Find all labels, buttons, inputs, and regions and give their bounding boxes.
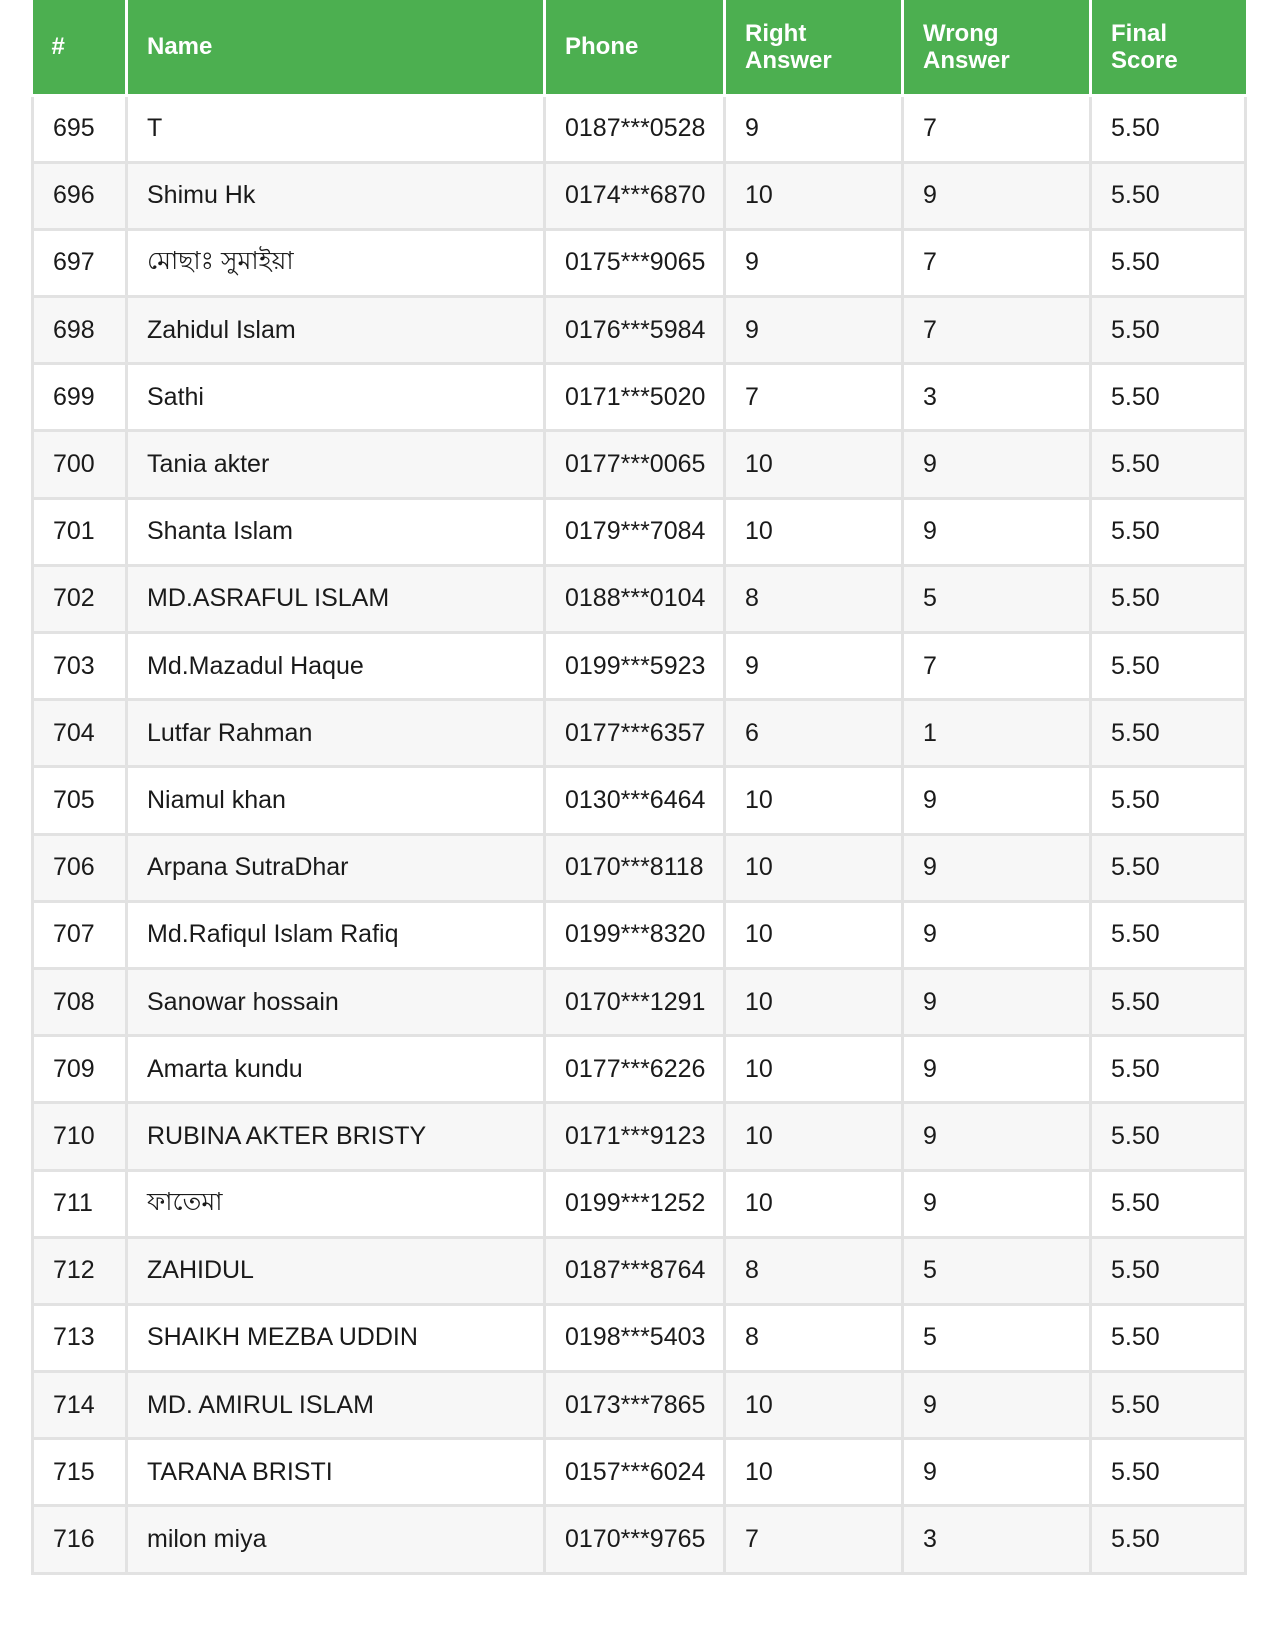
cell-name: Sathi xyxy=(127,364,545,431)
cell-phone: 0174***6870 xyxy=(545,162,725,229)
cell-phone: 0130***6464 xyxy=(545,767,725,834)
cell-name: RUBINA AKTER BRISTY xyxy=(127,1103,545,1170)
cell-final-score: 5.50 xyxy=(1091,1439,1246,1506)
cell-name: milon miya xyxy=(127,1506,545,1573)
table-row xyxy=(33,1170,1246,1237)
cell-wrong-answer: 9 xyxy=(903,1170,1091,1237)
cell-number: 706 xyxy=(33,834,127,901)
results-table xyxy=(31,0,1247,1575)
cell-number: 704 xyxy=(33,700,127,767)
cell-right-answer: 10 xyxy=(725,1170,903,1237)
cell-number: 713 xyxy=(33,1304,127,1371)
cell-final-score: 5.50 xyxy=(1091,834,1246,901)
cell-wrong-answer: 3 xyxy=(903,1506,1091,1573)
cell-right-answer: 7 xyxy=(725,364,903,431)
cell-right-answer: 6 xyxy=(725,700,903,767)
cell-number: 695 xyxy=(33,95,127,162)
table-row xyxy=(33,565,1246,632)
cell-phone: 0173***7865 xyxy=(545,1372,725,1439)
cell-phone: 0199***8320 xyxy=(545,901,725,968)
cell-right-answer: 10 xyxy=(725,1036,903,1103)
cell-phone: 0170***1291 xyxy=(545,968,725,1035)
cell-right-answer: 10 xyxy=(725,901,903,968)
cell-phone: 0170***9765 xyxy=(545,1506,725,1573)
cell-wrong-answer: 7 xyxy=(903,229,1091,296)
cell-right-answer: 10 xyxy=(725,162,903,229)
cell-phone: 0171***5020 xyxy=(545,364,725,431)
table-row xyxy=(33,834,1246,901)
cell-right-answer: 10 xyxy=(725,431,903,498)
cell-name: Tania akter xyxy=(127,431,545,498)
cell-phone: 0188***0104 xyxy=(545,565,725,632)
table-row xyxy=(33,162,1246,229)
cell-wrong-answer: 3 xyxy=(903,364,1091,431)
cell-right-answer: 10 xyxy=(725,1439,903,1506)
header-phone: Phone xyxy=(545,0,725,95)
cell-number: 708 xyxy=(33,968,127,1035)
table-row xyxy=(33,95,1246,162)
table-row xyxy=(33,1506,1246,1573)
cell-name: Shanta Islam xyxy=(127,498,545,565)
cell-final-score: 5.50 xyxy=(1091,95,1246,162)
cell-number: 712 xyxy=(33,1237,127,1304)
cell-final-score: 5.50 xyxy=(1091,1506,1246,1573)
cell-name: Amarta kundu xyxy=(127,1036,545,1103)
cell-phone: 0177***6357 xyxy=(545,700,725,767)
header-row xyxy=(33,0,1246,95)
table-row xyxy=(33,498,1246,565)
cell-phone: 0176***5984 xyxy=(545,297,725,364)
table-row xyxy=(33,364,1246,431)
cell-wrong-answer: 9 xyxy=(903,1103,1091,1170)
cell-final-score: 5.50 xyxy=(1091,901,1246,968)
cell-name: Shimu Hk xyxy=(127,162,545,229)
cell-name: MD. AMIRUL ISLAM xyxy=(127,1372,545,1439)
cell-final-score: 5.50 xyxy=(1091,229,1246,296)
cell-final-score: 5.50 xyxy=(1091,431,1246,498)
cell-number: 715 xyxy=(33,1439,127,1506)
cell-right-answer: 8 xyxy=(725,1237,903,1304)
cell-wrong-answer: 9 xyxy=(903,901,1091,968)
cell-phone: 0198***5403 xyxy=(545,1304,725,1371)
cell-final-score: 5.50 xyxy=(1091,1170,1246,1237)
cell-final-score: 5.50 xyxy=(1091,1372,1246,1439)
cell-phone: 0171***9123 xyxy=(545,1103,725,1170)
table-row xyxy=(33,1439,1246,1506)
table-row xyxy=(33,431,1246,498)
cell-wrong-answer: 9 xyxy=(903,1439,1091,1506)
table-row xyxy=(33,633,1246,700)
table-row xyxy=(33,1237,1246,1304)
cell-final-score: 5.50 xyxy=(1091,1036,1246,1103)
table-row xyxy=(33,700,1246,767)
header-wrong-answer: Wrong Answer xyxy=(903,0,1091,95)
cell-phone: 0187***8764 xyxy=(545,1237,725,1304)
cell-phone: 0177***6226 xyxy=(545,1036,725,1103)
cell-wrong-answer: 9 xyxy=(903,767,1091,834)
table-row xyxy=(33,1103,1246,1170)
cell-name: SHAIKH MEZBA UDDIN xyxy=(127,1304,545,1371)
table-body xyxy=(33,95,1246,1573)
cell-right-answer: 7 xyxy=(725,1506,903,1573)
cell-phone: 0179***7084 xyxy=(545,498,725,565)
cell-final-score: 5.50 xyxy=(1091,498,1246,565)
cell-right-answer: 8 xyxy=(725,565,903,632)
cell-name: Md.Rafiqul Islam Rafiq xyxy=(127,901,545,968)
cell-phone: 0170***8118 xyxy=(545,834,725,901)
cell-number: 700 xyxy=(33,431,127,498)
cell-right-answer: 9 xyxy=(725,229,903,296)
cell-right-answer: 10 xyxy=(725,1103,903,1170)
cell-right-answer: 10 xyxy=(725,767,903,834)
cell-phone: 0199***5923 xyxy=(545,633,725,700)
header-final-score: Final Score xyxy=(1091,0,1246,95)
cell-final-score: 5.50 xyxy=(1091,364,1246,431)
cell-final-score: 5.50 xyxy=(1091,633,1246,700)
cell-number: 697 xyxy=(33,229,127,296)
cell-final-score: 5.50 xyxy=(1091,297,1246,364)
cell-name: Md.Mazadul Haque xyxy=(127,633,545,700)
cell-phone: 0177***0065 xyxy=(545,431,725,498)
cell-phone: 0199***1252 xyxy=(545,1170,725,1237)
cell-name: Sanowar hossain xyxy=(127,968,545,1035)
cell-name: Niamul khan xyxy=(127,767,545,834)
header-right-answer: Right Answer xyxy=(725,0,903,95)
table-row xyxy=(33,1304,1246,1371)
table-row xyxy=(33,767,1246,834)
cell-wrong-answer: 9 xyxy=(903,1372,1091,1439)
cell-wrong-answer: 9 xyxy=(903,431,1091,498)
table-row xyxy=(33,901,1246,968)
cell-wrong-answer: 9 xyxy=(903,834,1091,901)
cell-name: মোছাঃ সুমাইয়া xyxy=(127,229,545,296)
cell-number: 699 xyxy=(33,364,127,431)
cell-final-score: 5.50 xyxy=(1091,700,1246,767)
cell-name: ZAHIDUL xyxy=(127,1237,545,1304)
header-name: Name xyxy=(127,0,545,95)
table-row xyxy=(33,968,1246,1035)
cell-right-answer: 9 xyxy=(725,95,903,162)
cell-wrong-answer: 1 xyxy=(903,700,1091,767)
cell-number: 716 xyxy=(33,1506,127,1573)
cell-right-answer: 8 xyxy=(725,1304,903,1371)
cell-right-answer: 10 xyxy=(725,498,903,565)
cell-number: 702 xyxy=(33,565,127,632)
cell-final-score: 5.50 xyxy=(1091,767,1246,834)
cell-wrong-answer: 5 xyxy=(903,1304,1091,1371)
cell-name: ফাতেমা xyxy=(127,1170,545,1237)
cell-right-answer: 9 xyxy=(725,297,903,364)
header-number: # xyxy=(33,0,127,95)
cell-wrong-answer: 9 xyxy=(903,968,1091,1035)
table-row xyxy=(33,297,1246,364)
cell-wrong-answer: 9 xyxy=(903,1036,1091,1103)
cell-wrong-answer: 7 xyxy=(903,633,1091,700)
cell-number: 714 xyxy=(33,1372,127,1439)
cell-right-answer: 10 xyxy=(725,834,903,901)
cell-number: 698 xyxy=(33,297,127,364)
cell-name: Lutfar Rahman xyxy=(127,700,545,767)
cell-number: 696 xyxy=(33,162,127,229)
table-row xyxy=(33,1372,1246,1439)
cell-final-score: 5.50 xyxy=(1091,162,1246,229)
cell-phone: 0175***9065 xyxy=(545,229,725,296)
cell-wrong-answer: 7 xyxy=(903,297,1091,364)
cell-name: Zahidul Islam xyxy=(127,297,545,364)
cell-final-score: 5.50 xyxy=(1091,968,1246,1035)
cell-name: TARANA BRISTI xyxy=(127,1439,545,1506)
cell-wrong-answer: 7 xyxy=(903,95,1091,162)
cell-name: MD.ASRAFUL ISLAM xyxy=(127,565,545,632)
cell-wrong-answer: 5 xyxy=(903,1237,1091,1304)
cell-final-score: 5.50 xyxy=(1091,565,1246,632)
cell-phone: 0187***0528 xyxy=(545,95,725,162)
cell-right-answer: 10 xyxy=(725,968,903,1035)
cell-wrong-answer: 9 xyxy=(903,498,1091,565)
cell-name: Arpana SutraDhar xyxy=(127,834,545,901)
cell-number: 705 xyxy=(33,767,127,834)
cell-final-score: 5.50 xyxy=(1091,1304,1246,1371)
cell-number: 707 xyxy=(33,901,127,968)
table-header xyxy=(33,0,1246,95)
table-row xyxy=(33,1036,1246,1103)
cell-right-answer: 9 xyxy=(725,633,903,700)
cell-final-score: 5.50 xyxy=(1091,1237,1246,1304)
cell-number: 710 xyxy=(33,1103,127,1170)
cell-number: 711 xyxy=(33,1170,127,1237)
cell-name: T xyxy=(127,95,545,162)
cell-number: 709 xyxy=(33,1036,127,1103)
table-row xyxy=(33,229,1246,296)
cell-wrong-answer: 5 xyxy=(903,565,1091,632)
cell-final-score: 5.50 xyxy=(1091,1103,1246,1170)
cell-number: 701 xyxy=(33,498,127,565)
cell-wrong-answer: 9 xyxy=(903,162,1091,229)
cell-number: 703 xyxy=(33,633,127,700)
cell-phone: 0157***6024 xyxy=(545,1439,725,1506)
cell-right-answer: 10 xyxy=(725,1372,903,1439)
